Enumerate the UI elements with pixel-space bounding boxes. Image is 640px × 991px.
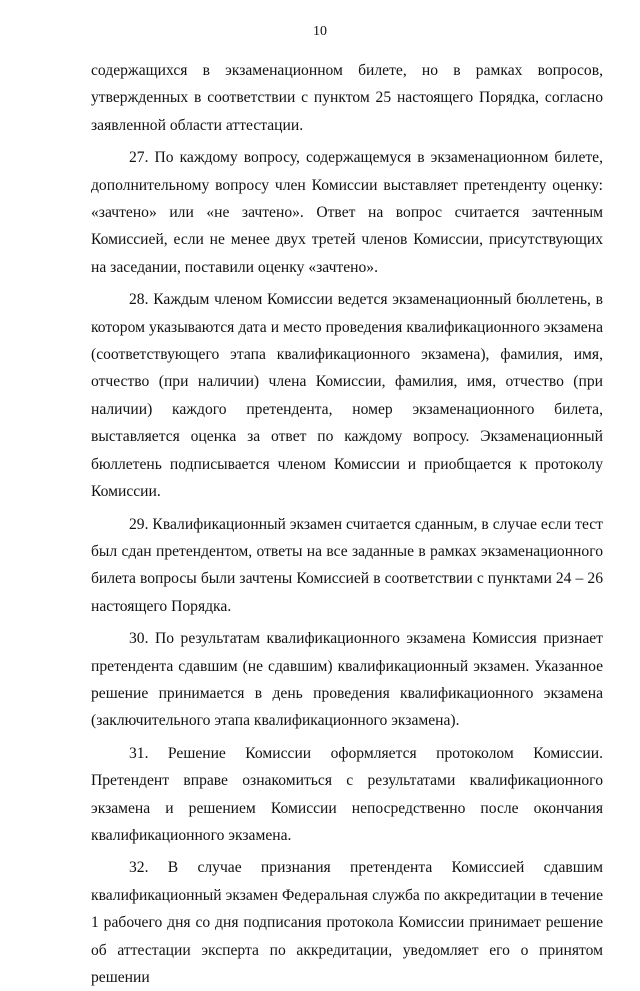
page-number: 10 — [313, 24, 327, 39]
paragraph-item-32: 32. В случае признания претендента Комиссией сдавшим квалификационный экзамен Федеральная служба по аккредитации в течение 1 рабочего дня со дня подписания протокола Комиссии принимает решение об аттестации эксперта по аккредитации, уведомляет его о принятом решении — [91, 859, 603, 986]
paragraph-item-28: 28. Каждым членом Комиссии ведется экзаменационный бюллетень, в котором указываются дата и место проведения квалификационного экзамена (соответствующего этапа квалификационного экзамена), фамилия, имя, отчество (при наличии) члена Комиссии, фамилия, имя, отчество (при наличии) каждого претендента, номер экзаменационного билета, выставляется оценка за ответ по каждому вопросу. Экзаменационный бюллетень подписывается членом Комиссии и приобщается к протоколу Комиссии. — [91, 291, 603, 501]
paragraph-item-27: 27. По каждому вопросу, содержащемуся в экзаменационном билете, дополнительному вопросу член Комиссии выставляет претенденту оценку: «зачтено» или «не зачтено». Ответ на вопрос считается зачтенным Комиссией, если не менее двух третей членов Комиссии, присутствующих на заседании, поставили оценку «зачтено». — [91, 149, 603, 276]
paragraph-item-31: 31. Решение Комиссии оформляется протоколом Комиссии. Претендент вправе ознакомиться с результатами квалификационного экзамена и решением Комиссии непосредственно после окончания квалификационного экзамена. — [91, 744, 603, 844]
document-body — [91, 57, 603, 991]
paragraph-item-30: 30. По результатам квалификационного экзамена Комиссия признает претендента сдавшим (не сдавшим) квалификационный экзамен. Указанное решение принимается в день проведения квалификационного экзамена (заключительного этапа квалификационного экзамена). — [91, 630, 603, 730]
paragraph-item-29: 29. Квалификационный экзамен считается сданным, в случае если тест был сдан претендентом, ответы на все заданные в рамках экзаменационного билета вопросы были зачтены Комиссией в соответствии с пунктами 24 – 26 настоящего Порядка. — [91, 515, 603, 615]
paragraph-continuation: содержащихся в экзаменационном билете, но в рамках вопросов, утвержденных в соответствии с пунктом 25 настоящего Порядка, согласно заявленной области аттестации. — [91, 62, 603, 134]
